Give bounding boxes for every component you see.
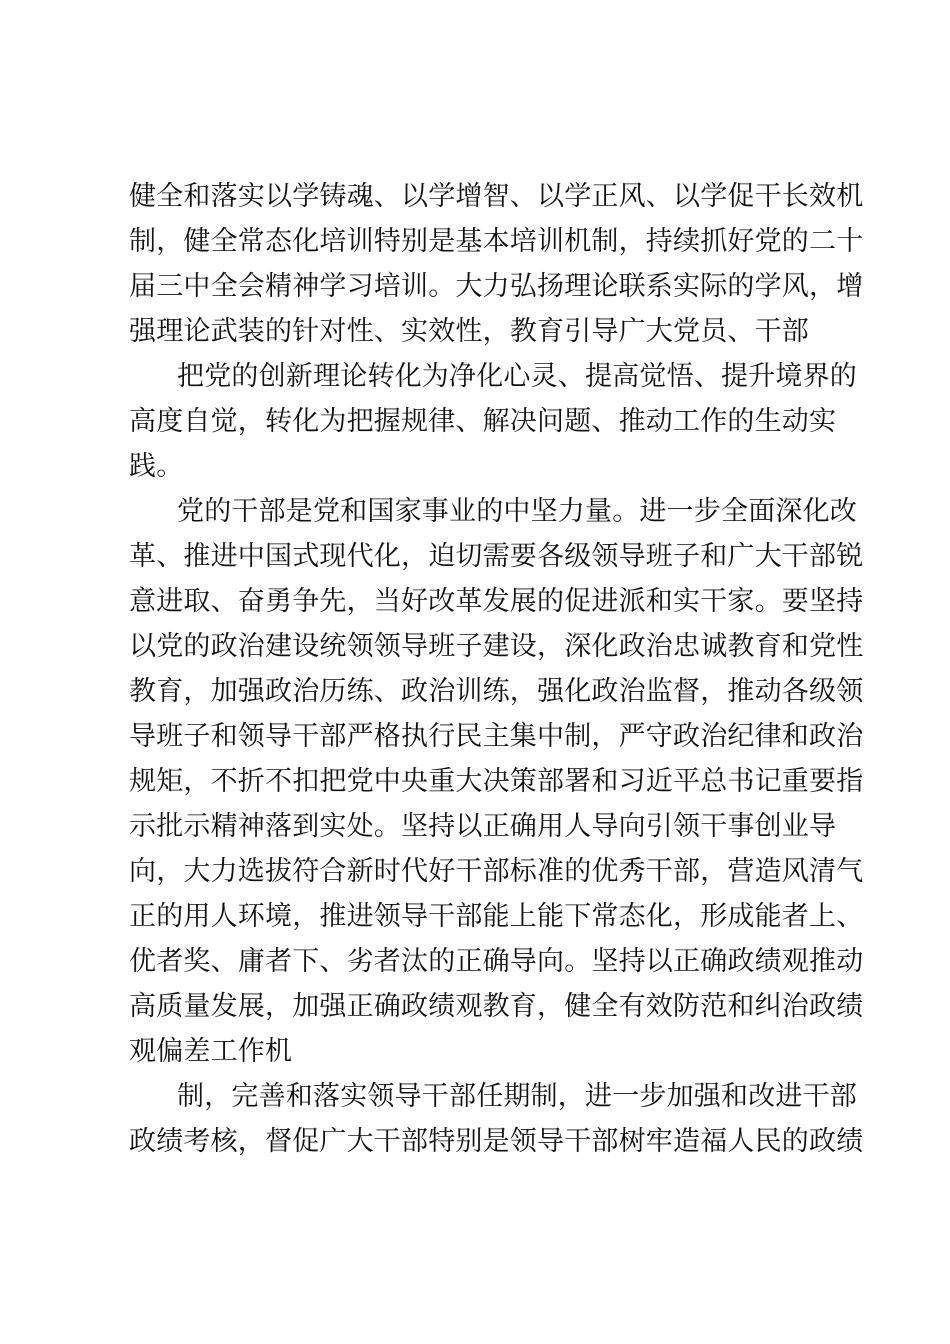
text-line: 以党的政治建设统领领导班子建设，深化政治忠诚教育和党性 (129, 631, 864, 662)
text-line: 制，健全常态化培训特别是基本培训机制，持续抓好党的二十 (129, 226, 864, 257)
text-line: 高度自觉，转化为把握规律、解决问题、推动工作的生动实 (129, 406, 837, 437)
paragraph-start-line: 党的干部是党和国家事业的中坚力量。进一步全面深化改 (177, 496, 857, 527)
text-line: 导班子和领导干部严格执行民主集中制，严守政治纪律和政治 (129, 721, 864, 752)
text-line: 高质量发展，加强正确政绩观教育，健全有效防范和纠治政绩 (129, 991, 864, 1022)
text-line: 健全和落实以学铸魂、以学增智、以学正风、以学促干长效机 (129, 181, 864, 212)
text-line: 示批示精神落到实处。坚持以正确用人导向引领干事创业导 (129, 811, 837, 842)
text-line: 向，大力选拔符合新时代好干部标准的优秀干部，营造风清气 (129, 856, 864, 887)
text-line: 观偏差工作机 (129, 1036, 293, 1067)
text-line: 正的用人环境，推进领导干部能上能下常态化，形成能者上、 (129, 901, 864, 932)
text-line: 优者奖、庸者下、劣者汰的正确导向。坚持以正确政绩观推动 (129, 946, 864, 977)
text-line: 政绩考核，督促广大干部特别是领导干部树牢造福人民的政绩 (129, 1126, 864, 1157)
paragraph-start-line: 把党的创新理论转化为净化心灵、提高觉悟、提升境界的 (177, 361, 857, 392)
text-line: 践。 (129, 451, 184, 482)
paragraph-start-line: 制，完善和落实领导干部任期制，进一步加强和改进干部 (177, 1081, 857, 1112)
text-line: 规矩，不折不扣把党中央重大决策部署和习近平总书记重要指 (129, 766, 864, 797)
text-line: 强理论武装的针对性、实效性，教育引导广大党员、干部 (129, 316, 809, 347)
document-body (129, 174, 864, 1164)
text-line: 教育，加强政治历练、政治训练，强化政治监督，推动各级领 (129, 676, 864, 707)
text-line: 意进取、奋勇争先，当好改革发展的促进派和实干家。要坚持 (129, 586, 864, 617)
text-line: 革、推进中国式现代化，迫切需要各级领导班子和广大干部锐 (129, 541, 864, 572)
text-line: 届三中全会精神学习培训。大力弘扬理论联系实际的学风，增 (129, 271, 864, 302)
